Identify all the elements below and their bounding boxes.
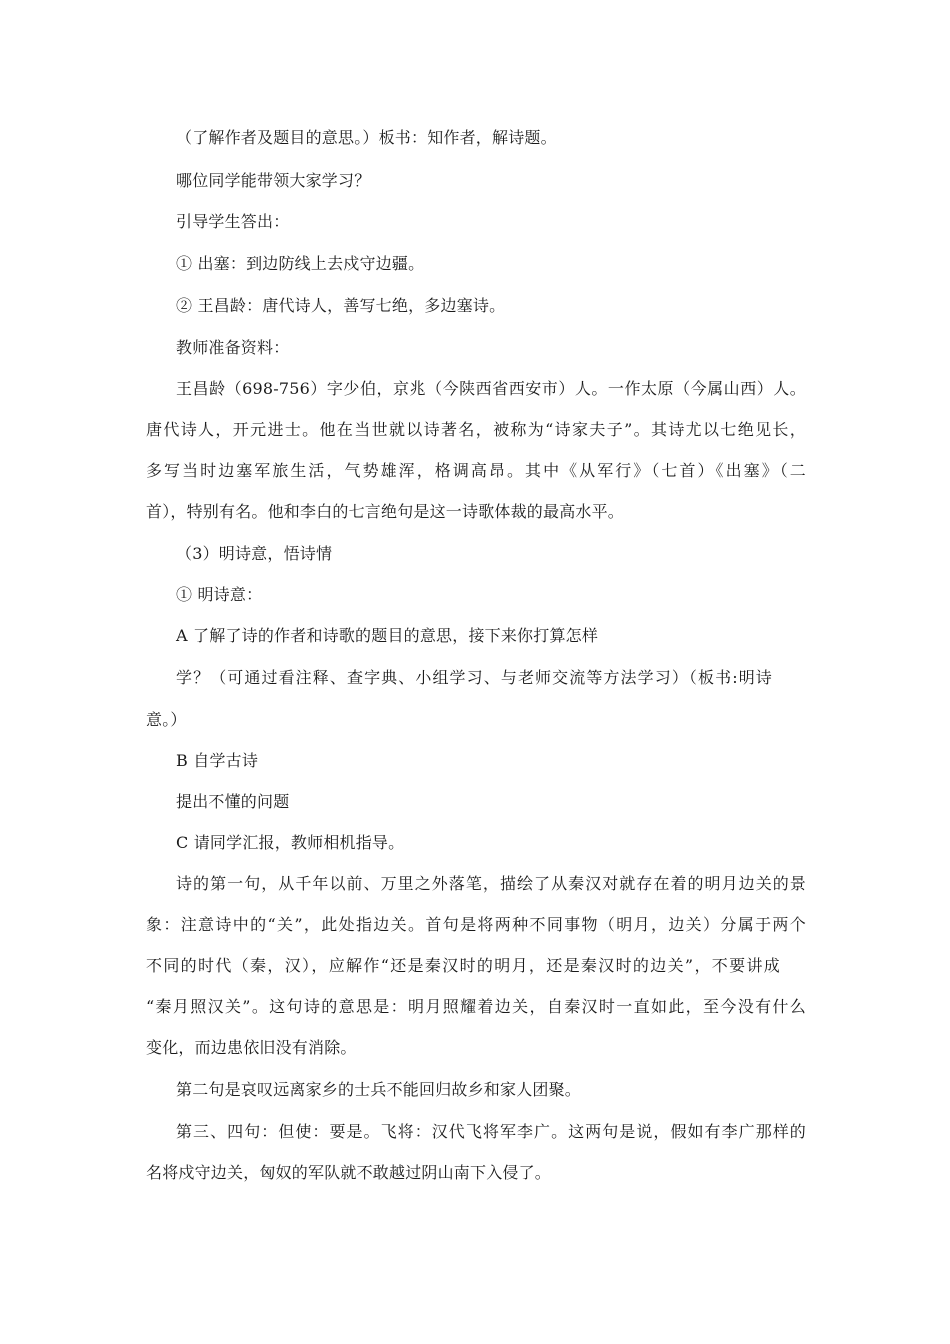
text-line: 提出不懂的问题	[176, 792, 290, 811]
paragraph-line: 变化，而边患依旧没有消除。	[146, 1038, 357, 1057]
list-item: ② 王昌龄：唐代诗人，善写七绝，多边塞诗。	[176, 296, 506, 315]
paragraph-line: 首），特别有名。他和李白的七言绝句是这一诗歌体裁的最高水平。	[146, 502, 625, 521]
text-line: A 了解了诗的作者和诗歌的题目的意思，接下来你打算怎样	[176, 626, 599, 645]
list-item: ① 出塞：到边防线上去戍守边疆。	[176, 254, 425, 273]
paragraph-line: 第二句是哀叹远离家乡的士兵不能回归故乡和家人团聚。	[176, 1080, 582, 1099]
text-line: 学？（可通过看注释、查字典、小组学习、与老师交流等方法学习）（板书:明诗	[176, 668, 772, 687]
text-line: B 自学古诗	[176, 751, 259, 770]
text-line: C 请同学汇报，教师相机指导。	[176, 833, 405, 852]
paragraph-line: 诗的第一句，从千年以前、万里之外落笔，描绘了从秦汉对就存在着的明月边关的景	[176, 874, 806, 893]
list-item: ① 明诗意：	[176, 585, 263, 604]
paragraph-line: “秦月照汉关”。这句诗的意思是：明月照耀着边关，自秦汉时一直如此，至今没有什么	[146, 997, 806, 1016]
text-line: 引导学生答出：	[176, 212, 290, 231]
paragraph-line: 唐代诗人，开元进士。他在当世就以诗著名，被称为“诗家夫子”。其诗尤以七绝见长，	[146, 420, 806, 439]
paragraph-line: 第三、四句：但使：要是。飞将：汉代飞将军李广。这两句是说，假如有李广那样的	[176, 1122, 806, 1141]
text-line: 意。）	[146, 710, 187, 729]
section-heading: （3）明诗意，悟诗情	[176, 544, 333, 563]
text-line: 哪位同学能带领大家学习？	[176, 171, 371, 190]
paragraph-line: 王昌龄（698-756）字少伯，京兆（今陕西省西安市）人。一作太原（今属山西）人。	[176, 379, 806, 398]
paragraph-line: 象：注意诗中的“关”，此处指边关。首句是将两种不同事物（明月，边关）分属于两个	[146, 915, 806, 934]
paragraph-line: 名将戍守边关，匈奴的军队就不敢越过阴山南下入侵了。	[146, 1163, 552, 1182]
text-line: （了解作者及题目的意思。）板书：知作者，解诗题。	[176, 128, 557, 147]
paragraph-line: 不同的时代（秦，汉），应解作“还是秦汉时的明月，还是秦汉时的边关”，不要讲成	[146, 956, 780, 975]
paragraph-line: 多写当时边塞军旅生活，气势雄浑，格调高昂。其中《从军行》（七首）《出塞》（二	[146, 461, 806, 480]
text-line: 教师准备资料：	[176, 338, 290, 357]
